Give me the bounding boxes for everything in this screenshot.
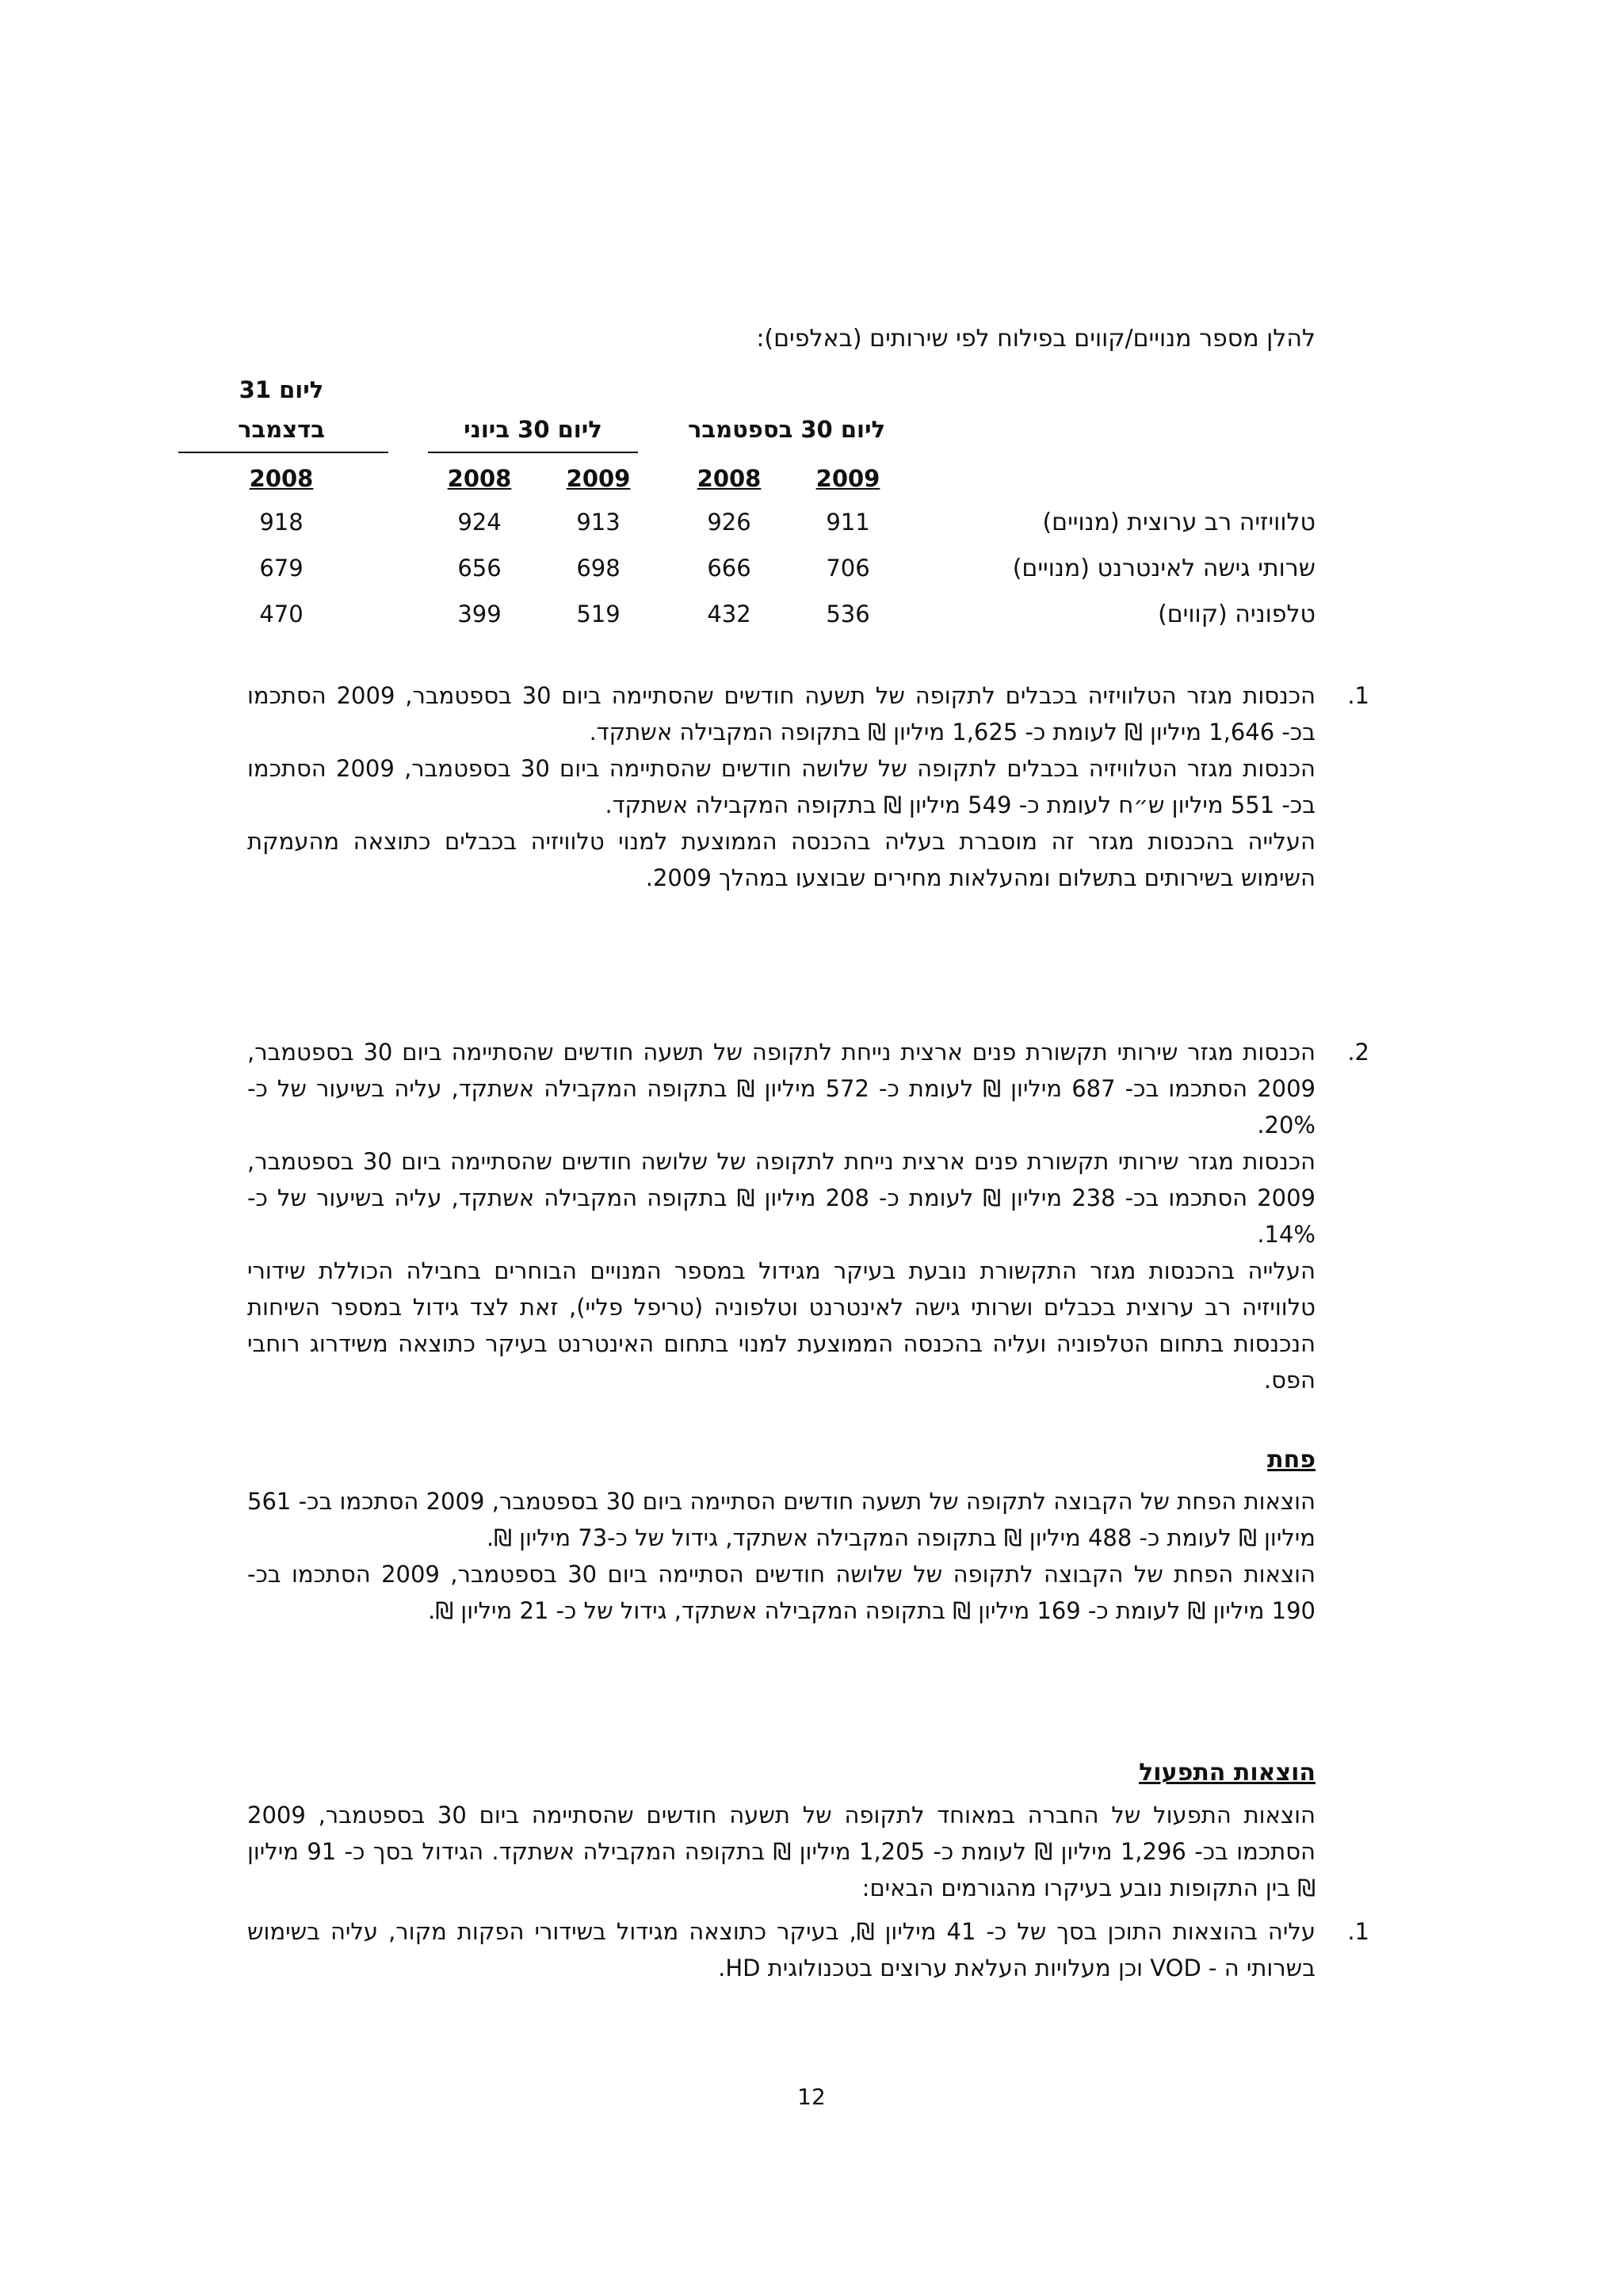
year-jun-2008: 2008 [447,465,512,492]
telecom-revenue-nine-months: הכנסות מגזר שירותי תקשורת פנים ארצית נייחת לתקופה של תשעה חודשים שהסתיימה ביום 30 בספטמבר, 2009 הסתכמו בכ- 687 מיליון ₪ לעומת כ- 572 מיליון ₪ בתקופה המקבילה אשתקד, עליה בשיעור של כ- 20%. [247,1039,1316,1138]
telecom-revenue-three-months: הכנסות מגזר שירותי תקשורת פנים ארצית נייחת לתקופה של שלושה חודשים שהסתיימה ביום 30 בספטמבר, 2009 הסתכמו בכ- 238 מיליון ₪ לעומת כ- 208 מיליון ₪ בתקופה המקבילה אשתקד, עליה בשיעור של כ- 14%. [247,1148,1316,1248]
cell-telephony-sep-2008: 432 [707,601,751,627]
year-dec-2008: 2008 [249,465,314,492]
cell-telephony-sep-2009: 536 [826,601,870,627]
header-sep: ליום 30 בספטמבר [687,416,886,443]
subscribers-table [174,376,1316,646]
cell-tv-jun-2008: 924 [457,509,502,536]
cell-internet-jun-2009: 698 [576,555,621,582]
operating-item-1 [247,1913,1369,1986]
cell-tv-sep-2008: 926 [707,509,751,536]
cell-internet-jun-2008: 656 [457,555,502,582]
cell-telephony-jun-2008: 399 [457,601,502,627]
row-label-tv: טלוויזיה רב ערוצית (מנויים) [1042,509,1316,536]
section-2-number: 2. [1347,1039,1369,1066]
header-dec-rule [178,452,388,453]
cell-tv-sep-2009: 911 [826,509,870,536]
header-jun: ליום 30 ביוני [464,416,602,443]
operating-nine-months: הוצאות התפעול של החברה במאוחד לתקופה של תשעה חודשים שהסתיימה ביום 30 בספטמבר, 2009 הסתכמו בכ- 1,296 מיליון ₪ לעומת כ- 1,205 מיליון ₪ בתקופה המקבילה אשתקד. הגידול בסך כ- 91 מיליון ₪ בין התקופות נובע בעיקרו מהגורמים הבאים: [247,1802,1316,1901]
section-depreciation [247,1483,1316,1629]
header-jun-rule [428,452,638,453]
cell-telephony-dec-2008: 470 [259,601,304,627]
cell-internet-sep-2009: 706 [826,555,870,582]
year-jun-2009: 2009 [566,465,631,492]
cell-tv-jun-2009: 913 [576,509,621,536]
header-dec-line1: ליום 31 [239,376,324,403]
tv-revenue-nine-months: הכנסות מגזר הטלוויזיה בכבלים לתקופה של תשעה חודשים שהסתיימה ביום 30 בספטמבר, 2009 הסתכמו בכ- 1,646 מיליון ₪ לעומת כ- 1,625 מיליון ₪ בתקופה המקבילה אשתקד. [247,682,1316,746]
section-1-number: 1. [1347,682,1369,709]
year-sep-2008: 2008 [697,465,762,492]
section-telecom-revenue [247,1034,1369,1398]
depreciation-nine-months: הוצאות הפחת של הקבוצה לתקופה של תשעה חודשים הסתיימה ביום 30 בספטמבר, 2009 הסתכמו בכ- 561 מיליון ₪ לעומת כ- 488 מיליון ₪ בתקופה המקבילה אשתקד, גידול של כ-73 מיליון ₪. [247,1488,1316,1551]
cell-internet-sep-2008: 666 [707,555,751,582]
cell-internet-dec-2008: 679 [259,555,304,582]
table-intro: להלן מספר מנויים/קווים בפילוח לפי שירותים (באלפים): [756,325,1316,353]
depreciation-three-months: הוצאות הפחת של הקבוצה לתקופה של שלושה חודשים הסתיימה ביום 30 בספטמבר, 2009 הסתכמו בכ- 190 מיליון ₪ לעומת כ- 169 מיליון ₪ בתקופה המקבילה אשתקד, גידול של כ- 21 מיליון ₪. [247,1561,1316,1624]
header-dec-line2: בדצמבר [238,416,325,443]
tv-revenue-explanation: העלייה בהכנסות מגזר זה מוסברת בעליה בהכנסה הממוצעת למנוי טלוויזיה בכבלים כתוצאה מהעמקת השימוש בשירותים בתשלום ומהעלאות מחירים שבוצעו במהלך 2009. [247,828,1316,891]
operating-heading: הוצאות התפעול [1139,1759,1316,1787]
operating-item-1-number: 1. [1347,1918,1369,1945]
year-sep-2009: 2009 [815,465,880,492]
cell-tv-dec-2008: 918 [259,509,304,536]
operating-item-1-text: עליה בהוצאות התוכן בסך של כ- 41 מיליון ₪, בעיקר כתוצאה מגידול בשידורי הפקות מקור, עליה בשימוש בשרותי ה - VOD וכן מעלויות העלאת ערוצים בטכנולוגית HD. [247,1918,1316,1981]
cell-telephony-jun-2009: 519 [576,601,621,627]
section-tv-revenue [247,677,1369,896]
row-label-telephony: טלפוניה (קווים) [1158,601,1316,628]
tv-revenue-three-months: הכנסות מגזר הטלוויזיה בכבלים לתקופה של שלושה חודשים שהסתיימה ביום 30 בספטמבר, 2009 הסתכמו בכ- 551 מיליון ש״ח לעומת כ- 549 מיליון ₪ בתקופה המקבילה אשתקד. [247,755,1316,818]
page-number: 12 [797,2084,826,2110]
section-operating [247,1797,1316,1906]
depreciation-heading: פחת [1267,1446,1316,1474]
row-label-internet: שרותי גישה לאינטרנט (מנויים) [1012,555,1316,582]
telecom-revenue-explanation: העלייה בהכנסות מגזר התקשורת נובעת בעיקר מגידול במספר המנויים הבוחרים בחבילה הכוללת שידורי טלוויזיה רב ערוצית בכבלים ושרותי גישה לאינטרנט וטלפוניה (טריפל פליי), זאת לצד גידול במספר השיחות הנכנסות בתחום הטלפוניה ועליה בהכנסה הממוצעת למנוי בתחום האינטרנט בעיקר כתוצאה משידרוג רוחבי הפס. [247,1257,1316,1394]
